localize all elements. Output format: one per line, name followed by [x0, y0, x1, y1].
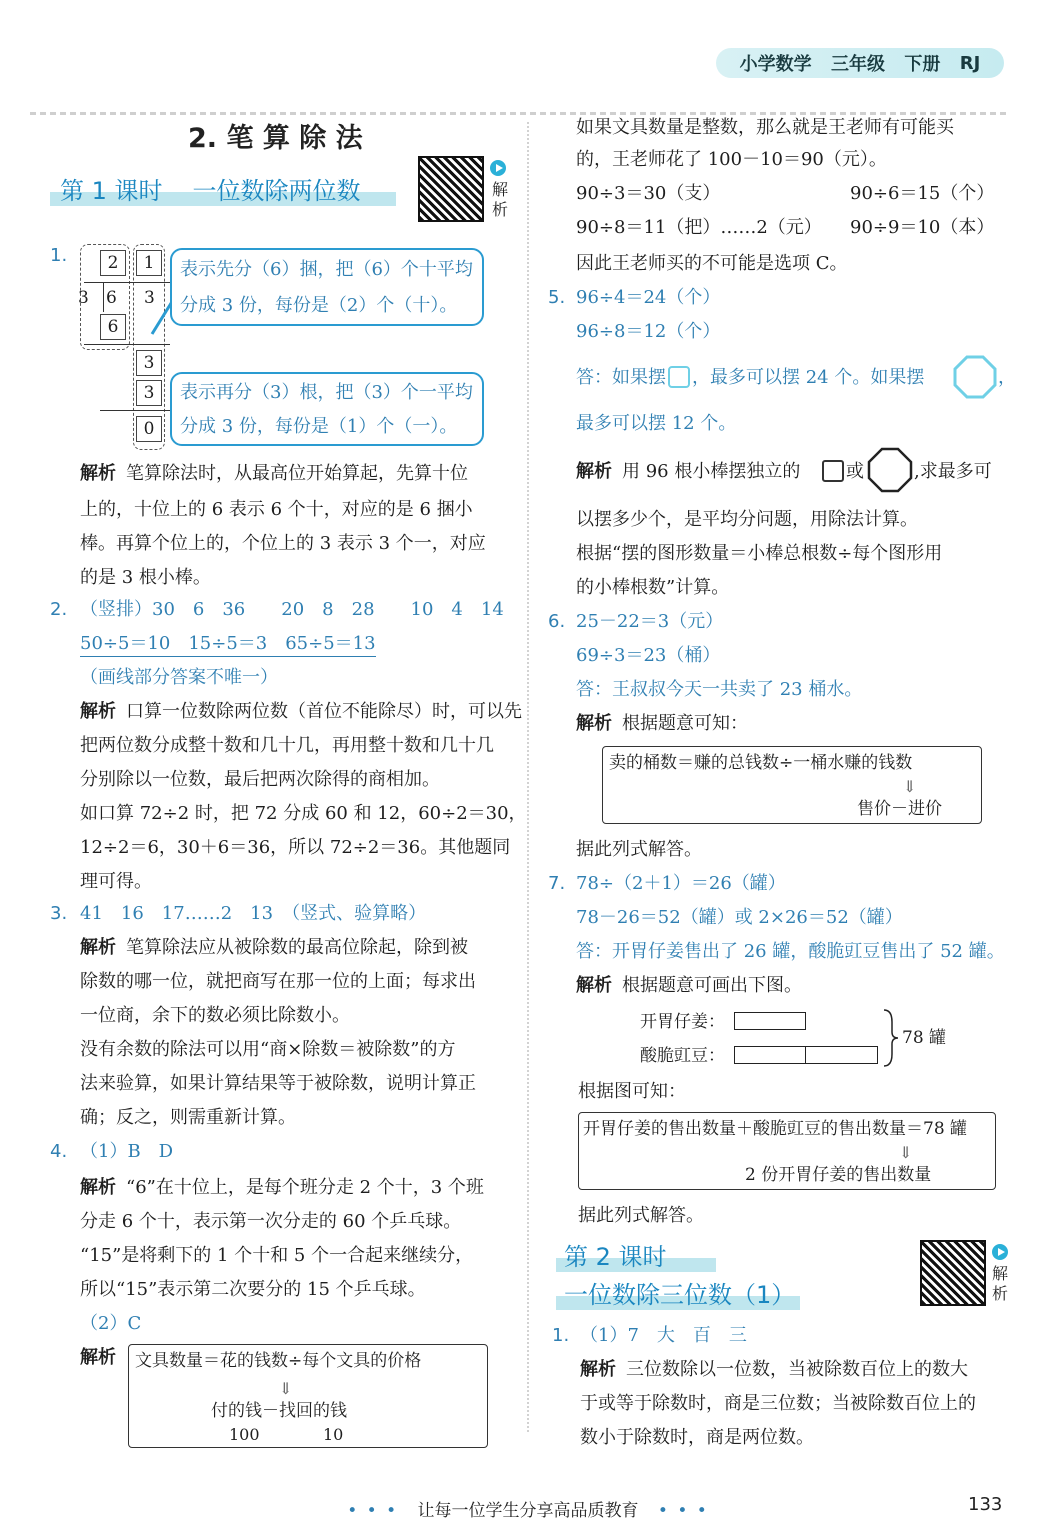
q7-know: 根据图可知：: [578, 1081, 686, 1102]
q5-answer-part: ，: [998, 367, 1016, 388]
q6-line: 69÷3＝23（桶）: [576, 645, 721, 666]
down-arrow-icon: ⇓: [899, 1143, 913, 1162]
qr-label-1: 解: [992, 1264, 1009, 1283]
lesson-2-title-heading: [556, 1272, 800, 1312]
q4-analysis-line: 分走 6 个十，表示第一次分走的 60 个乒乓球。: [80, 1211, 462, 1232]
note-1-callout: [170, 248, 484, 326]
q4-number: 4.: [50, 1141, 68, 1162]
beans-bar: [734, 1046, 878, 1064]
q6-line: 25－22＝3（元）: [576, 611, 724, 632]
footer-dots-left: • • •: [347, 1501, 399, 1521]
q6-after: 据此列式解答。: [576, 839, 702, 860]
q5-analysis-label: 解析: [576, 461, 612, 482]
q3-number: 3.: [50, 903, 68, 924]
q2-analysis-line: 如口算 72÷2 时，把 72 分成 60 和 12，60÷2＝30，: [80, 803, 527, 824]
first-product-digit: 6: [100, 314, 126, 340]
q7-answer: 答：开胃仔姜售出了 26 罐，酸脆豇豆售出了 52 罐。: [576, 941, 1005, 962]
play-icon[interactable]: [992, 1244, 1008, 1260]
subject-label: 小学数学: [739, 54, 812, 75]
square-shape-icon: [668, 366, 690, 388]
q4-analysis-line: 所以“15”表示第二次要分的 15 个乒乓球。: [80, 1279, 426, 1300]
footer-dots-right: • • •: [657, 1501, 709, 1521]
q3-analysis-line: 没有余数的除法可以用“商×除数＝被除数”的方: [80, 1039, 456, 1060]
lesson-1-heading: [50, 168, 396, 208]
q1-analysis-line: 的是 3 根小棒。: [80, 567, 211, 588]
q4-box-value-1: 100: [229, 1425, 260, 1444]
q4-analysis-2-label: 解析: [80, 1347, 116, 1368]
dividend-ones-digit: 3: [144, 288, 155, 308]
q5-analysis-line: 用 96 根小棒摆独立的: [622, 461, 801, 482]
q2-analysis-line: 分别除以一位数，最后把两次除得的商相加。: [80, 769, 440, 790]
q5-answer-part: 答：如果摆: [576, 367, 666, 388]
q4-analysis-label: 解析: [80, 1177, 116, 1198]
q6-answer: 答：王叔叔今天一共卖了 23 桶水。: [576, 679, 863, 700]
q5-analysis-line: 根据“摆的图形数量＝小棒总根数÷每个图形用: [576, 543, 943, 564]
q7-analysis: 根据题意可画出下图。: [622, 975, 802, 996]
q4-box-value-2: 10: [323, 1425, 344, 1444]
q7-after: 据此列式解答。: [578, 1205, 704, 1226]
q2-number: 2.: [50, 599, 68, 620]
q2-analysis-line: 12÷2＝6，30＋6＝36，所以 72÷2＝36。其他题同: [80, 837, 511, 858]
brace-icon: [882, 1008, 900, 1068]
q1-analysis-label: 解析: [80, 463, 116, 484]
q3-analysis-label: 解析: [80, 937, 116, 958]
q5-analysis-line: ,求最多可: [914, 461, 992, 482]
q2-analysis-line: 把两位数分成整十数和几十几，再用整十数和几十几: [80, 735, 494, 756]
lesson-2-number-heading: [556, 1234, 716, 1274]
r-calc: 90÷3＝30（支）: [576, 183, 721, 204]
l2q1-analysis-line: 三位数除以一位数，当被除数百位上的数大: [626, 1359, 968, 1380]
grade-label: 三年级: [831, 54, 886, 75]
down-arrow-icon: ⇓: [903, 777, 917, 796]
q2-analysis-line: 理可得。: [80, 871, 152, 892]
q5-answer-part: ，最多可以摆 24 个。如果摆: [692, 367, 925, 388]
q5-line: 96÷4＝24（个）: [576, 287, 721, 308]
q2-analysis-label: 解析: [80, 701, 116, 722]
q7-line: 78÷（2＋1）＝26（罐）: [576, 873, 786, 894]
book-info-header: [716, 48, 1004, 78]
q7-box-line-2: 2 份开胃仔姜的售出数量: [745, 1165, 932, 1185]
q6-analysis-label: 解析: [576, 713, 612, 734]
q2-answer-line: 50÷5＝10 15÷5＝3 65÷5＝13: [80, 632, 376, 657]
note-1-line-1: 表示先分（6）捆，把（6）个十平均: [180, 259, 473, 280]
r-conclusion: 因此王老师买的不可能是选项 C。: [576, 253, 848, 274]
footer-slogan: 让每一位学生分享高品质教育: [417, 1501, 639, 1521]
octagon-shape-icon: [952, 354, 998, 400]
q4-analysis-line: “15”是将剩下的 1 个十和 5 个一合起来继续分，: [80, 1245, 474, 1266]
q4-box-line-1: 文具数量＝花的钱数÷每个文具的价格: [135, 1351, 422, 1371]
quotient-tens-digit: 2: [100, 250, 126, 276]
q1-analysis-line: 上的，十位上的 6 表示 6 个十，对应的是 6 捆小: [80, 499, 473, 520]
down-arrow-icon: ⇓: [279, 1379, 293, 1398]
q3-analysis-line: 确；反之，则需重新计算。: [80, 1107, 296, 1128]
q6-analysis: 根据题意可知：: [622, 713, 748, 734]
l2q1-number: 1.: [552, 1325, 570, 1346]
q5-analysis-line: 或: [846, 461, 864, 482]
q1-analysis-line: 笔算除法时，从最高位开始算起，先算十位: [126, 463, 468, 484]
lesson-2-title: 一位数除三位数（1）: [564, 1280, 796, 1309]
q5-answer-line-2: 最多可以摆 12 个。: [576, 413, 737, 434]
subtract-line-1: [84, 344, 170, 345]
quotient-ones-digit: 1: [136, 250, 162, 276]
q3-answer: 41 16 17……2 13 （竖式、验算略）: [80, 903, 427, 924]
r-cont-line: 如果文具数量是整数，那么就是王老师有可能买: [576, 117, 954, 138]
q2-analysis-line: 口算一位数除两位数（首位不能除尽）时，可以先: [126, 701, 522, 722]
ginger-bar: [734, 1012, 806, 1030]
q6-formula-box: [602, 746, 982, 824]
q1-number: 1.: [50, 245, 68, 266]
r-cont-line: 的，王老师花了 100－10＝90（元）。: [576, 149, 887, 170]
note-2-callout: [170, 372, 484, 446]
lesson-1-number: 第 1 课时: [60, 176, 163, 205]
q4-answer-2: （2）C: [80, 1313, 142, 1334]
section-title: 2. 笔 算 除 法: [188, 123, 363, 154]
q1-analysis-line: 棒。再算个位上的，个位上的 3 表示 3 个一，对应: [80, 533, 486, 554]
q7-analysis-label: 解析: [576, 975, 612, 996]
note-2-line-1: 表示再分（3）根，把（3）个一平均: [180, 382, 473, 403]
q3-analysis-line: 除数的哪一位，就把商写在那一位的上面；每求出: [80, 971, 476, 992]
q6-box-line-1: 卖的桶数＝赚的总钱数÷一桶水赚的钱数: [609, 753, 913, 773]
q3-analysis-line: 一位商，余下的数必须比除数小。: [80, 1005, 350, 1026]
q5-line: 96÷8＝12（个）: [576, 321, 721, 342]
q5-analysis-line: 的小棒根数”计算。: [576, 577, 730, 598]
r-calc: 90÷8＝11（把）……2（元）: [576, 217, 822, 238]
subtract-line-2: [100, 410, 170, 411]
division-bracket: [94, 282, 104, 312]
q6-number: 6.: [548, 611, 566, 632]
edition-label: RJ: [959, 52, 981, 74]
page-number: 133: [968, 1494, 1003, 1515]
total-label: 78 罐: [902, 1028, 947, 1048]
dividend-tens-digit: 6: [106, 288, 117, 308]
q2-note: （画线部分答案不唯一）: [80, 667, 278, 688]
q7-line: 78－26＝52（罐）或 2×26＝52（罐）: [576, 907, 903, 928]
qr-label-2: 析: [992, 1284, 1009, 1303]
divisor-digit: 3: [78, 288, 89, 308]
l2q1-answer: （1）7 大 百 三: [580, 1325, 747, 1346]
q5-number: 5.: [548, 287, 566, 308]
q3-analysis-line: 笔算除法应从被除数的最高位除起，除到被: [126, 937, 468, 958]
note-1-line-2: 分成 3 份，每份是（2）个（十）。: [180, 295, 458, 316]
l2q1-analysis-line: 数小于除数时，商是两位数。: [580, 1427, 814, 1448]
note-2-line-2: 分成 3 份，每份是（1）个（一）。: [180, 416, 458, 437]
q7-formula-box: [578, 1112, 996, 1190]
bring-down-digit: 3: [136, 350, 162, 376]
l2q1-analysis-label: 解析: [580, 1359, 616, 1380]
q7-box-line-1: 开胃仔姜的售出数量＋酸脆豇豆的售出数量＝78 罐: [583, 1119, 968, 1139]
r-calc: 90÷6＝15（个）: [850, 183, 995, 204]
header-divider: [30, 112, 1010, 115]
square-shape-icon: [822, 460, 844, 482]
q7-number: 7.: [548, 873, 566, 894]
octagon-shape-icon: [866, 446, 914, 494]
l2q1-analysis-line: 于或等于除数时，商是三位数；当被除数百位上的: [580, 1393, 976, 1414]
column-divider: [527, 122, 529, 1432]
second-product-digit: 3: [136, 380, 162, 406]
q2-answer-line: （竖排）30 6 36 20 8 28 10 4 14: [80, 599, 504, 620]
bar-label-ginger: 开胃仔姜：: [640, 1012, 725, 1032]
qr-label-2: 析: [492, 200, 509, 219]
q4-analysis-line: “6”在十位上，是每个班分走 2 个十，3 个班: [126, 1177, 484, 1198]
qr-label-1: 解: [492, 180, 509, 199]
footer: [0, 1496, 1056, 1521]
q5-analysis-line: 以摆多少个，是平均分问题，用除法计算。: [576, 509, 918, 530]
q4-box-line-2: 付的钱－找回的钱: [211, 1401, 347, 1421]
q4-formula-box: [128, 1344, 488, 1448]
play-icon[interactable]: [490, 160, 506, 176]
qr-code-lesson-2[interactable]: [920, 1240, 986, 1306]
q4-answer-1: （1）B D: [80, 1141, 174, 1162]
qr-code-lesson-1[interactable]: [418, 156, 484, 222]
q3-analysis-line: 法来验算，如果计算结果等于被除数，说明计算正: [80, 1073, 476, 1094]
lesson-1-title: 一位数除两位数: [192, 176, 361, 205]
q6-box-line-2: 售价－进价: [857, 799, 942, 819]
volume-label: 下册: [904, 54, 941, 75]
bar-label-beans: 酸脆豇豆：: [640, 1046, 725, 1066]
r-calc: 90÷9＝10（本）: [850, 217, 995, 238]
lesson-2-number: 第 2 课时: [564, 1242, 667, 1271]
remainder-digit: 0: [136, 416, 162, 442]
